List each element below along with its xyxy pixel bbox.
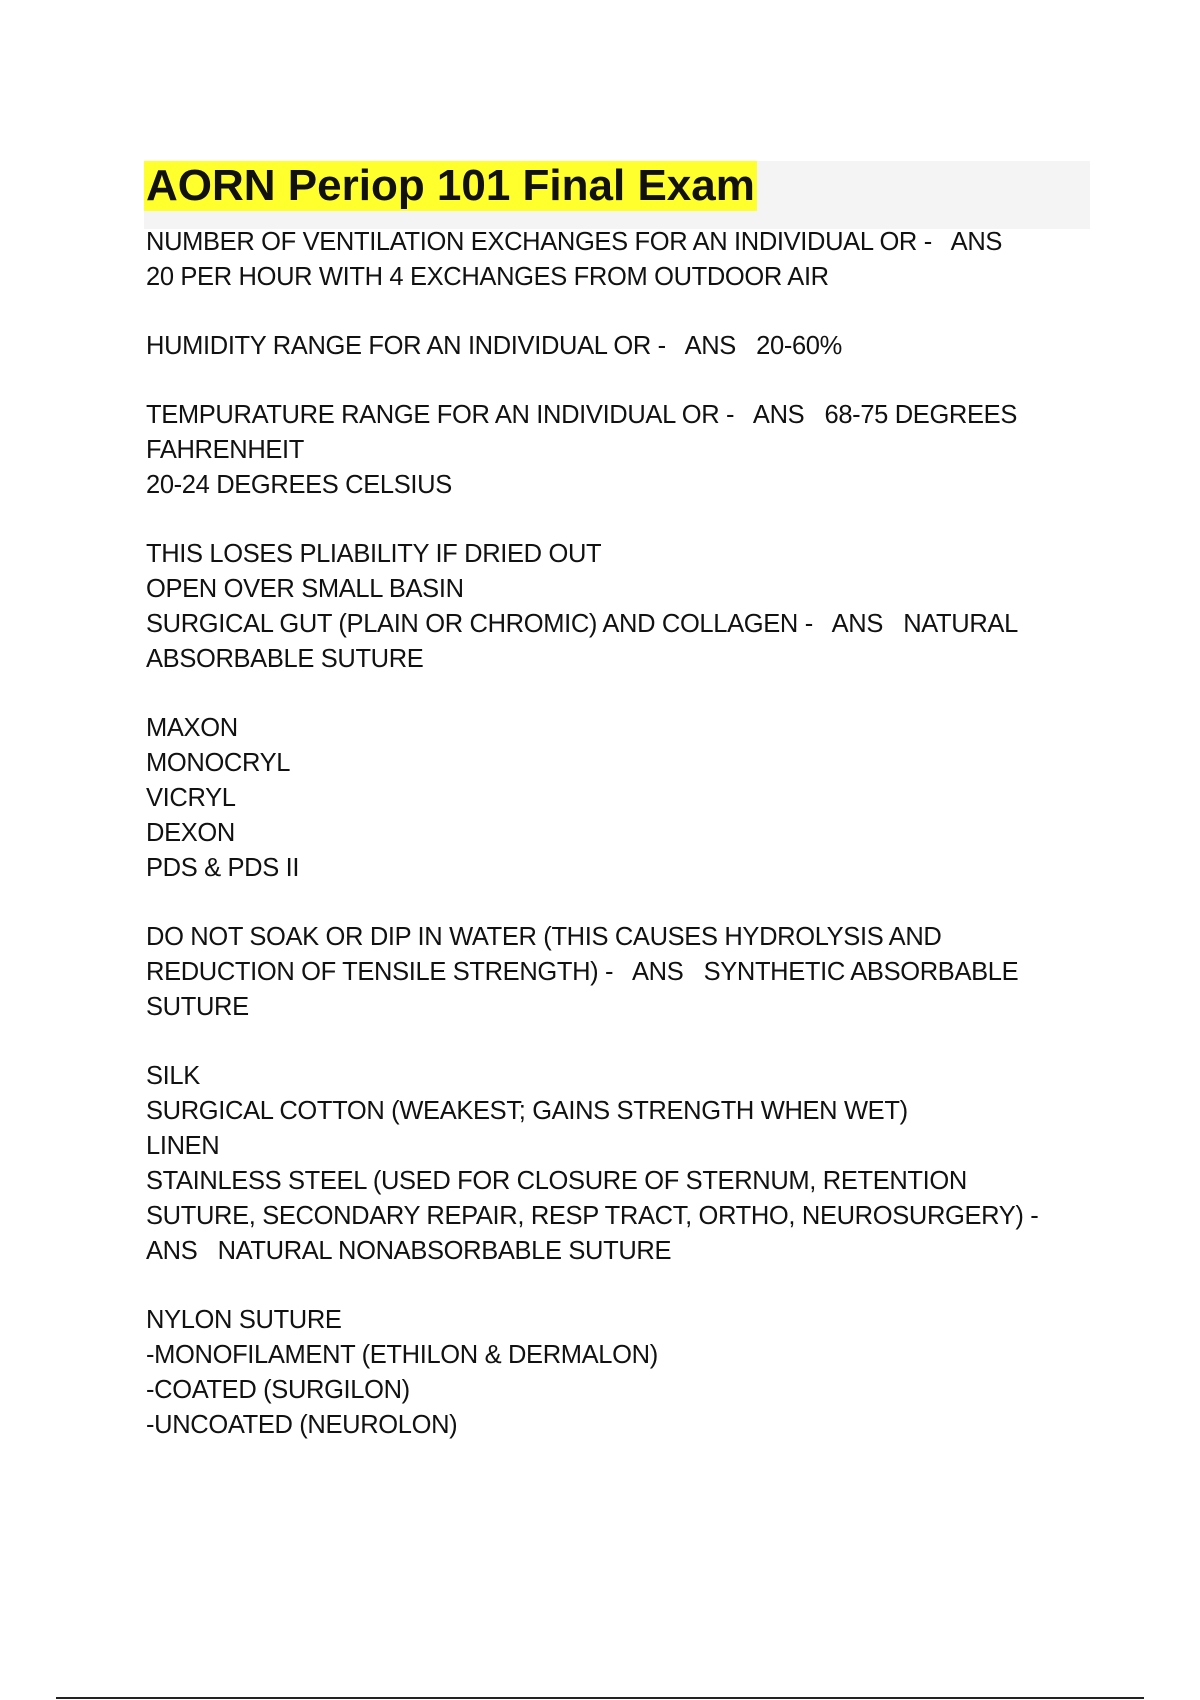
text-line: VICRYL	[146, 784, 236, 812]
text-line: REDUCTION OF TENSILE STRENGTH) - ANS SYNTHETIC ABSORBABLE	[146, 958, 1019, 986]
text-line: MAXON	[146, 714, 238, 742]
text-line: THIS LOSES PLIABILITY IF DRIED OUT	[146, 540, 602, 568]
text-line: FAHRENHEIT	[146, 436, 305, 464]
qa-block	[146, 537, 1096, 677]
text-line: NYLON SUTURE	[146, 1306, 342, 1334]
text-line: -MONOFILAMENT (ETHILON & DERMALON)	[146, 1341, 658, 1369]
text-line: STAINLESS STEEL (USED FOR CLOSURE OF STERNUM, RETENTION	[146, 1167, 967, 1195]
qa-block	[146, 711, 1096, 886]
text-line: 20 PER HOUR WITH 4 EXCHANGES FROM OUTDOOR AIR	[146, 263, 829, 291]
paragraph-gap	[146, 886, 1096, 920]
text-line: ABSORBABLE SUTURE	[146, 645, 424, 673]
qa-block	[146, 1059, 1096, 1269]
text-line: OPEN OVER SMALL BASIN	[146, 575, 464, 603]
text-line: LINEN	[146, 1132, 220, 1160]
text-line: NUMBER OF VENTILATION EXCHANGES FOR AN INDIVIDUAL OR - ANS	[146, 228, 1003, 256]
qa-block	[146, 920, 1096, 1025]
text-line: -UNCOATED (NEUROLON)	[146, 1411, 458, 1439]
text-line: SURGICAL GUT (PLAIN OR CHROMIC) AND COLLAGEN - ANS NATURAL	[146, 610, 1018, 638]
paragraph-gap	[146, 364, 1096, 398]
text-line: SILK	[146, 1062, 200, 1090]
text-line: -COATED (SURGILON)	[146, 1376, 410, 1404]
text-line: MONOCRYL	[146, 749, 291, 777]
text-line: DEXON	[146, 819, 235, 847]
text-line: TEMPURATURE RANGE FOR AN INDIVIDUAL OR - ANS 68-75 DEGREES	[146, 401, 1017, 429]
paragraph-gap	[146, 1269, 1096, 1303]
text-line: ANS NATURAL NONABSORBABLE SUTURE	[146, 1237, 672, 1265]
document-title: AORN Periop 101 Final Exam	[146, 161, 755, 210]
paragraph-gap	[146, 503, 1096, 537]
text-line: SURGICAL COTTON (WEAKEST; GAINS STRENGTH WHEN WET)	[146, 1097, 908, 1125]
paragraph-gap	[146, 677, 1096, 711]
text-line: HUMIDITY RANGE FOR AN INDIVIDUAL OR - ANS 20-60%	[146, 332, 842, 360]
qa-block	[146, 1303, 1096, 1443]
paragraph-gap	[146, 295, 1096, 329]
qa-block	[146, 329, 1096, 364]
text-line: SUTURE	[146, 993, 249, 1021]
document-body	[146, 225, 1096, 1443]
page-bottom-rule	[56, 1697, 1144, 1699]
text-line: DO NOT SOAK OR DIP IN WATER (THIS CAUSES HYDROLYSIS AND	[146, 923, 942, 951]
qa-block	[146, 225, 1096, 295]
text-line: 20-24 DEGREES CELSIUS	[146, 471, 452, 499]
qa-block	[146, 398, 1096, 503]
paragraph-gap	[146, 1025, 1096, 1059]
text-line: PDS & PDS II	[146, 854, 300, 882]
text-line: SUTURE, SECONDARY REPAIR, RESP TRACT, ORTHO, NEUROSURGERY) -	[146, 1202, 1039, 1230]
